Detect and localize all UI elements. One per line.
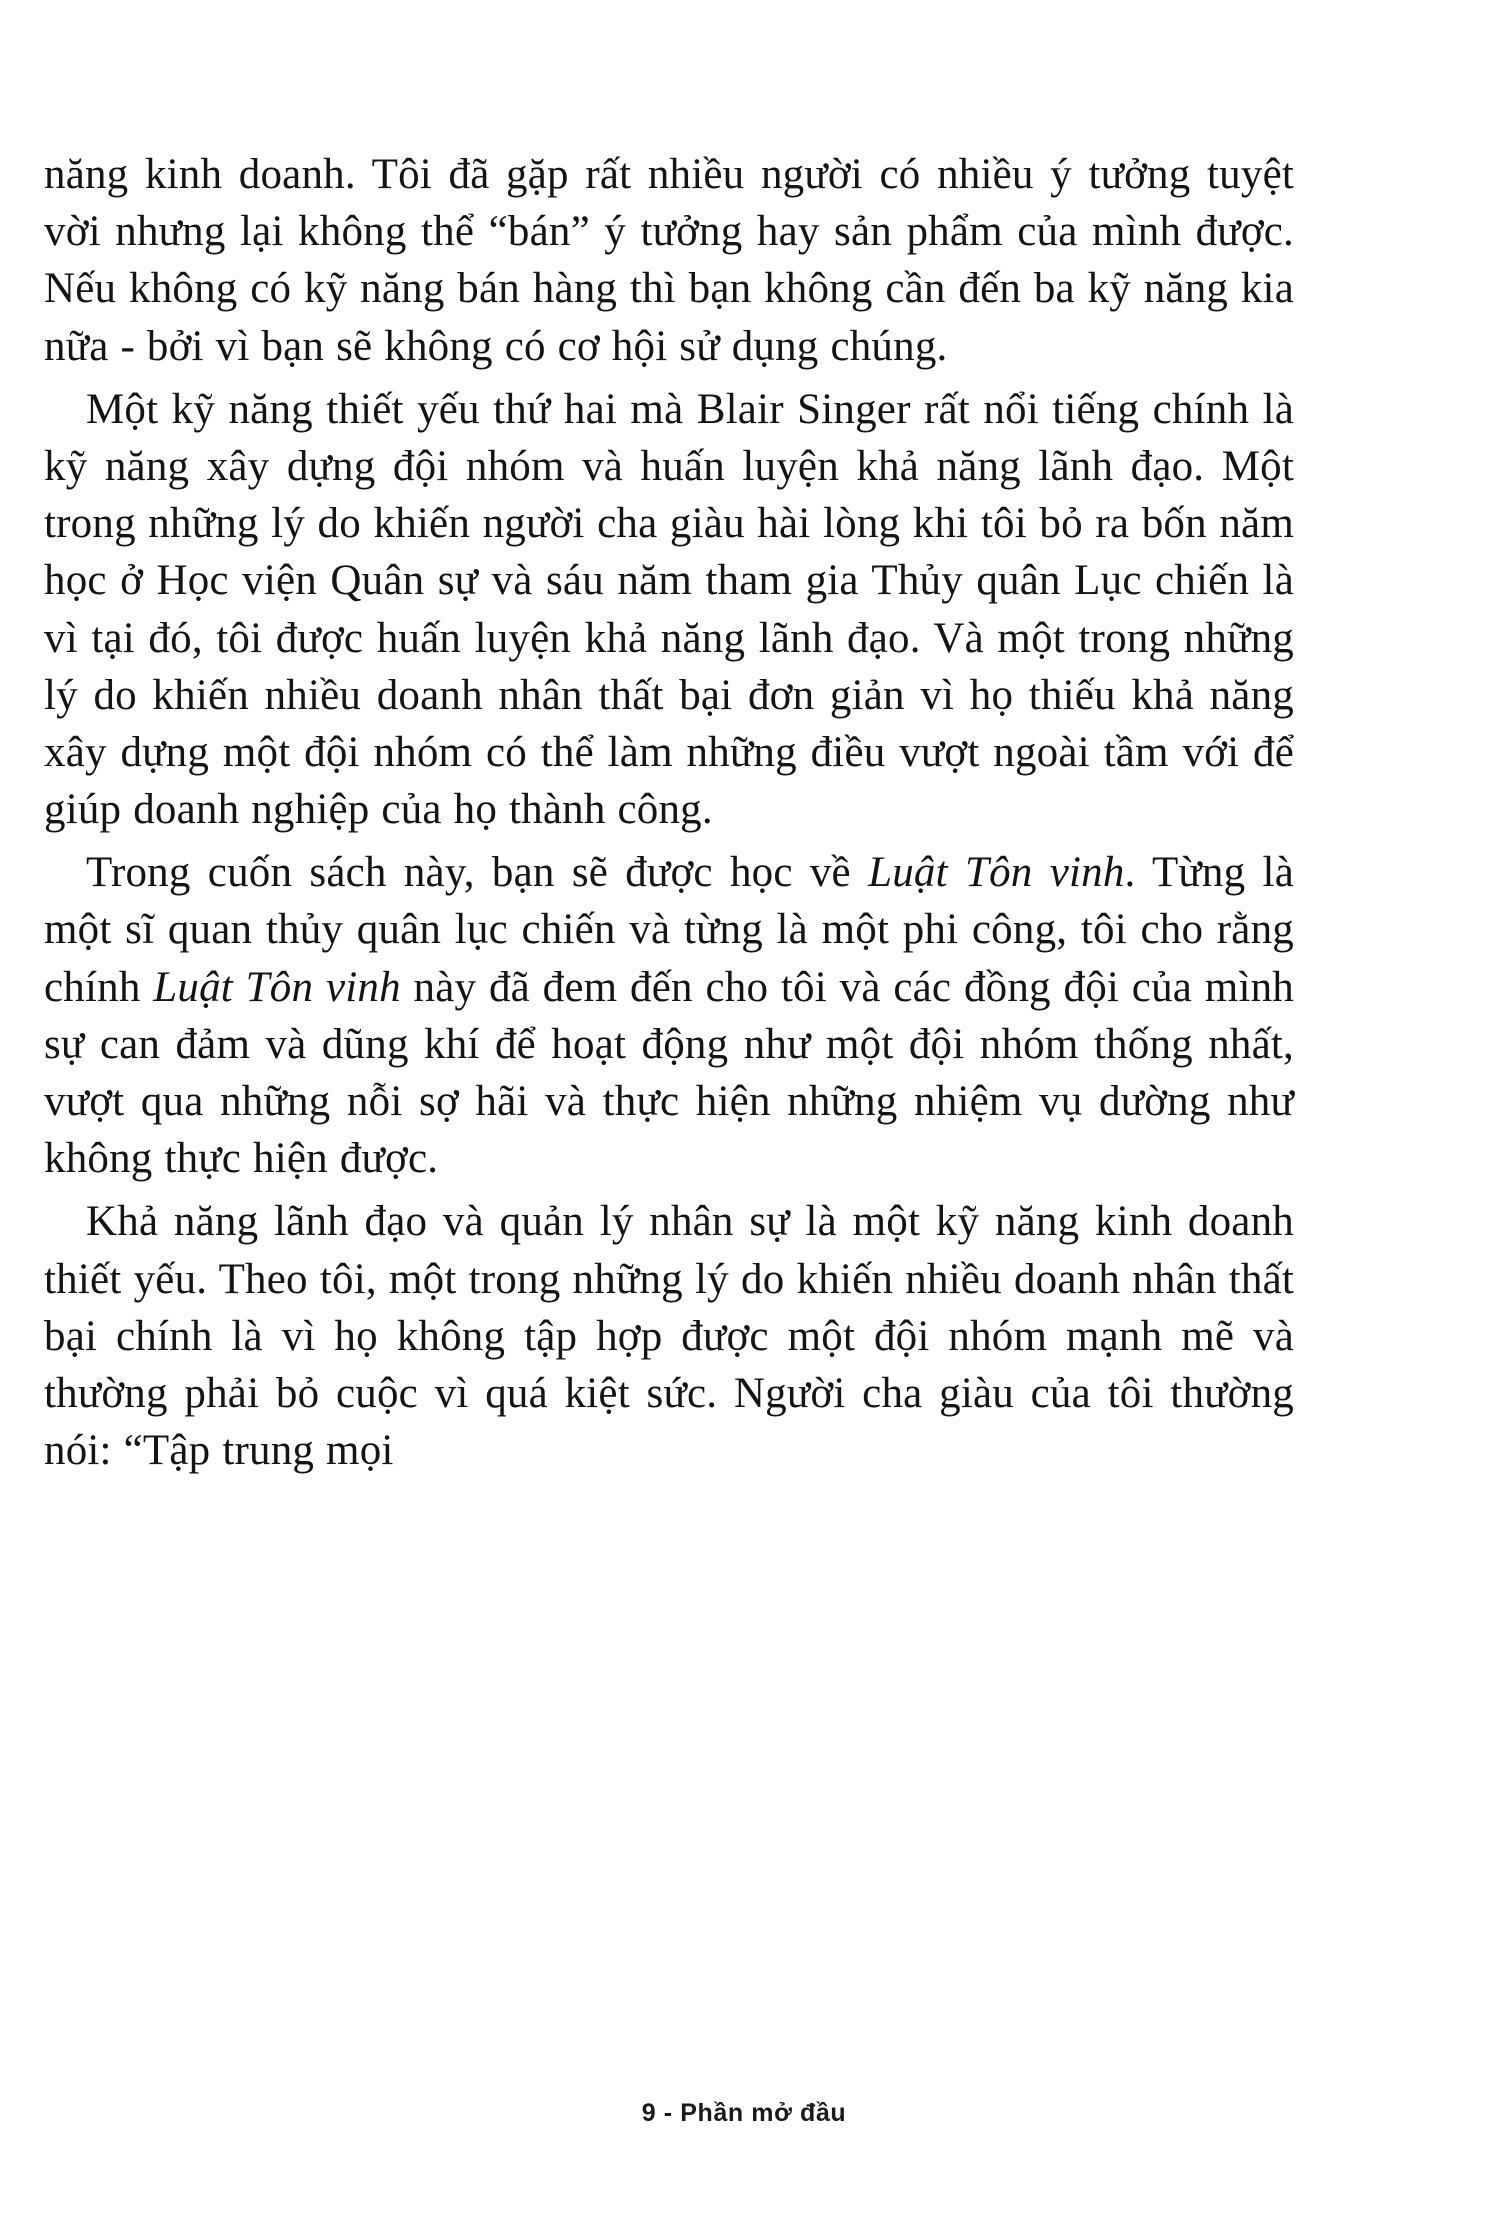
paragraph-2: Một kỹ năng thiết yếu thứ hai mà Blair Singer rất nổi tiếng chính là kỹ năng xây dựng đội nhóm và huấn luyện khả năng lãnh đạo. Một trong những lý do khiến người cha giàu hài lòng khi tôi bỏ ra bốn năm học ở Học viện Quân sự và sáu năm tham gia Thủy quân Lục chiến là vì tại đó, tôi được huấn luyện khả năng lãnh đạo. Và một trong những lý do khiến nhiều doanh nhân thất bại đơn giản vì họ thiếu khả năng xây dựng một đội nhóm có thể làm những điều vượt ngoài tầm với để giúp doanh nghiệp của họ thành công. <box>44 385 1294 834</box>
body-text-column <box>44 146 1294 1485</box>
law-of-honor-title-2: Luật Tôn vinh <box>153 963 401 1011</box>
paragraph-1: năng kinh doanh. Tôi đã gặp rất nhiều người có nhiều ý tưởng tuyệt vời nhưng lại không thể “bán” ý tưởng hay sản phẩm của mình được. Nếu không có kỹ năng bán hàng thì bạn không cần đến ba kỹ năng kia nữa - bởi vì bạn sẽ không có cơ hội sử dụng chúng. <box>44 151 1294 370</box>
paragraph-3 <box>44 844 1294 1187</box>
law-of-honor-title-1: Luật Tôn vinh <box>868 849 1125 897</box>
paragraph-4: Khả năng lãnh đạo và quản lý nhân sự là một kỹ năng kinh doanh thiết yếu. Theo tôi, một trong những lý do khiến nhiều doanh nhân thất bại chính là vì họ không tập hợp được một đội nhóm mạnh mẽ và thường phải bỏ cuộc vì quá kiệt sức. Người cha giàu của tôi thường nói: “Tập trung mọi <box>44 1198 1294 1475</box>
footer-label: 9 - Phần mở đầu <box>641 2099 847 2127</box>
paragraph-3-seg-2: . Từng là một sĩ quan thủy quân lục chiến và từng là một phi công, tôi cho rằng chính <box>44 849 1294 1011</box>
paragraph-3-seg-1: Trong cuốn sách này, bạn sẽ được học về <box>86 849 869 897</box>
paragraph-3-seg-3: này đã đem đến cho tôi và các đồng đội của mình sự can đảm và dũng khí để hoạt động như một đội nhóm thống nhất, vượt qua những nỗi sợ hãi và thực hiện những nhiệm vụ dường như không thực hiện được. <box>44 963 1294 1183</box>
page-footer <box>0 2099 1488 2128</box>
